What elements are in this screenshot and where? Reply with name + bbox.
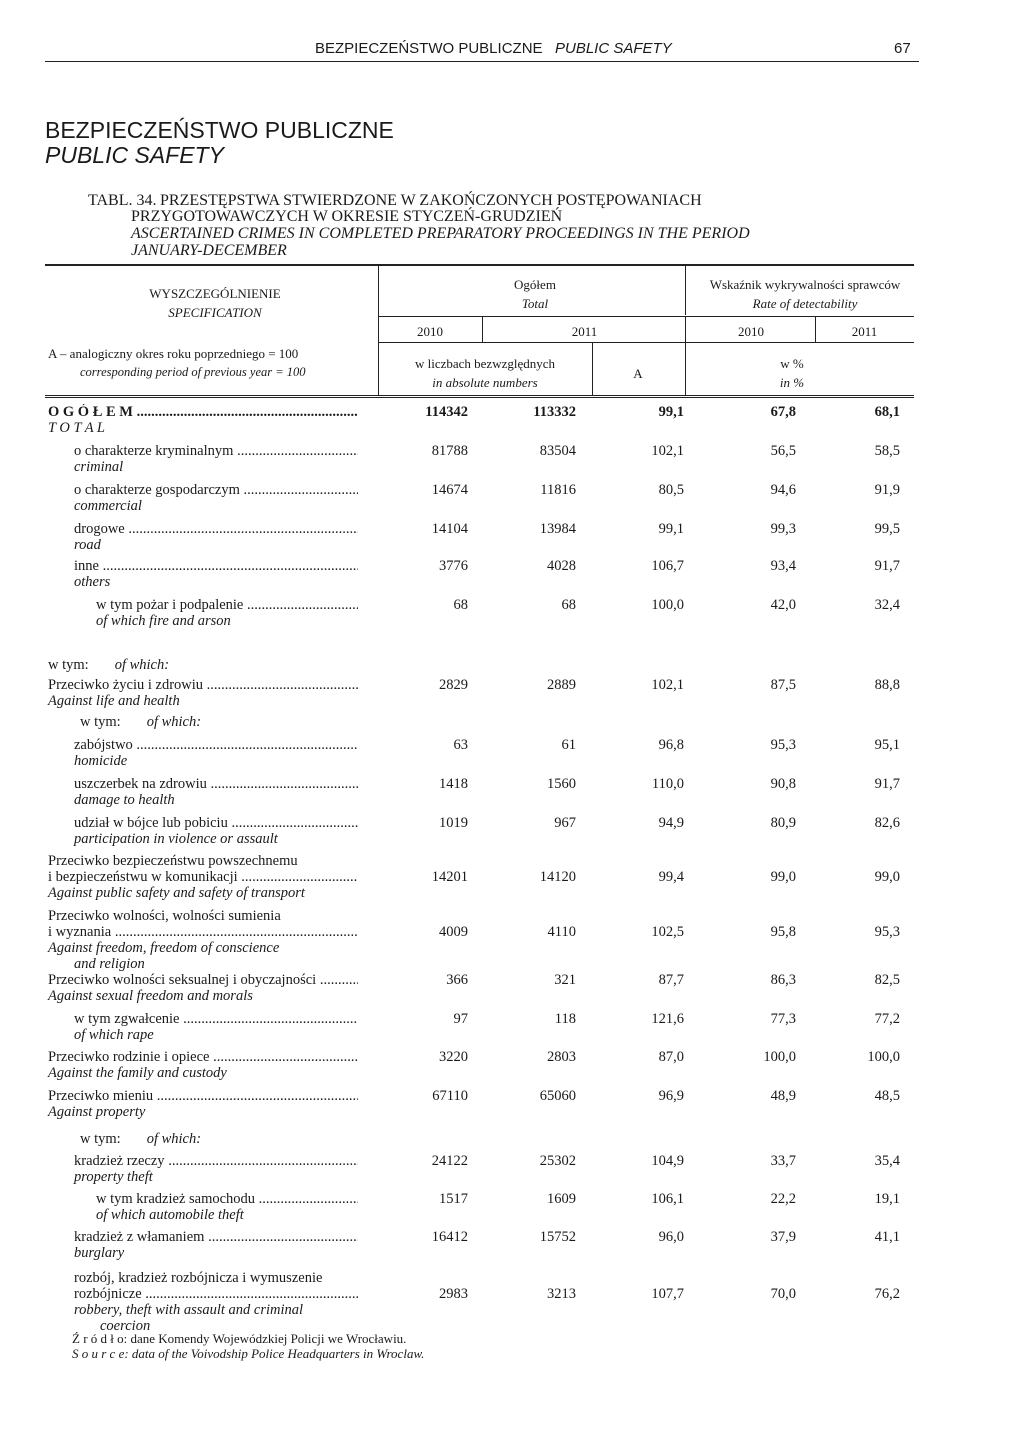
rate-header: Wskaźnik wykrywalności sprawców [709, 277, 901, 292]
cell-value: 68 [561, 597, 576, 613]
cell-value: 14104 [431, 521, 468, 537]
total-header-en: Total [521, 296, 549, 311]
cell-value: 13984 [539, 521, 576, 537]
cell-value: 2803 [547, 1049, 576, 1065]
cell-value: 56,5 [770, 443, 796, 459]
year-2010-total: 2010 [417, 324, 443, 339]
cell-value: 106,1 [651, 1191, 684, 1207]
cell-value: 110,0 [651, 776, 684, 792]
cell-value: 102,5 [651, 924, 684, 940]
abs-header-en: in absolute numbers [432, 375, 538, 390]
row-label-en: burglary [74, 1245, 125, 1261]
of-which-label-en: of which: [146, 1131, 202, 1147]
spec-header-en: SPECIFICATION [168, 305, 262, 320]
page-title: BEZPIECZEŃSTWO PUBLICZNE [45, 117, 394, 143]
cell-value: 4009 [439, 924, 468, 940]
cell-value: 3220 [439, 1049, 468, 1065]
source-en: S o u r c e: data of the Voivodship Police Headquarters in Wroclaw. [72, 1346, 425, 1361]
cell-value: 114342 [425, 404, 468, 420]
a-note-en: corresponding period of previous year = 100 [80, 365, 306, 379]
cell-value: 95,3 [770, 737, 796, 753]
row-label-en: Against public safety and safety of transport [48, 885, 305, 901]
row-label-en: participation in violence or assault [74, 831, 278, 847]
table-title-en-2: JANUARY-DECEMBER [131, 242, 287, 259]
row-label-pl: w tym zgwałcenie ..... [74, 1011, 358, 1027]
row-label-pl: Przeciwko mieniu ..... [48, 1088, 358, 1104]
cell-value: 87,5 [770, 677, 796, 693]
of-which-label-pl: w tym: [80, 1131, 121, 1147]
row-label [48, 1049, 358, 1081]
row-label-en: commercial [74, 498, 142, 514]
row-label [74, 1229, 358, 1261]
cell-value: 100,0 [867, 1049, 900, 1065]
row-label-pl: i wyznania ..... [48, 924, 358, 940]
row-label-en: T O T A L [48, 420, 105, 436]
row-label-en: robbery, theft with assault and criminal [74, 1302, 304, 1318]
cell-value: 100,0 [651, 597, 684, 613]
cell-value: 91,7 [874, 776, 900, 792]
row-label [74, 1011, 358, 1043]
cell-value: 42,0 [770, 597, 796, 613]
cell-value: 14674 [431, 482, 468, 498]
row-label [74, 482, 358, 514]
row-label-pl: Przeciwko wolności seksualnej i obyczajności ..... [48, 972, 358, 988]
cell-value: 4028 [547, 558, 576, 574]
cell-value: 1418 [439, 776, 468, 792]
cell-value: 11816 [540, 482, 576, 498]
cell-value: 15752 [539, 1229, 576, 1245]
cell-value: 32,4 [874, 597, 900, 613]
cell-value: 2829 [439, 677, 468, 693]
cell-value: 2983 [439, 1286, 468, 1302]
row-label [74, 1270, 358, 1334]
table-title-en-1: ASCERTAINED CRIMES IN COMPLETED PREPARATORY PROCEEDINGS IN THE PERIOD [131, 225, 750, 242]
cell-value: 68,1 [874, 404, 900, 420]
header-bottom-rule [45, 395, 914, 398]
row-label-pl-line1: Przeciwko bezpieczeństwu powszechnemu [48, 853, 298, 869]
row-label [48, 908, 358, 972]
cell-value: 3776 [439, 558, 468, 574]
cell-value: 19,1 [874, 1191, 900, 1207]
of-which-label-en: of which: [114, 657, 170, 673]
row-label-pl: i bezpieczeństwu w komunikacji ..... [48, 869, 358, 885]
cell-value: 91,7 [874, 558, 900, 574]
row-label-en-line2: and religion [74, 956, 145, 972]
row-label [96, 1191, 358, 1223]
cell-value: 93,4 [770, 558, 796, 574]
row-label-pl: w tym pożar i podpalenie ..... [96, 597, 358, 613]
cell-value: 366 [446, 972, 468, 988]
row-label [48, 1088, 358, 1120]
row-label-en: homicide [74, 753, 128, 769]
row-label-en-line2: coercion [100, 1318, 151, 1334]
header-divider-years-2 [685, 316, 686, 342]
of-which-label-pl: w tym: [80, 714, 121, 730]
cell-value: 1517 [439, 1191, 468, 1207]
running-header-left: BEZPIECZEŃSTWO PUBLICZNE [315, 40, 543, 57]
cell-value: 99,0 [874, 869, 900, 885]
cell-value: 77,3 [770, 1011, 796, 1027]
of-which-marker-3 [80, 1131, 201, 1148]
a-header: A [633, 366, 643, 381]
row-label-pl: inne ..... [74, 558, 358, 574]
cell-value: 87,0 [658, 1049, 684, 1065]
row-label-en: others [74, 574, 111, 590]
row-label-en: road [74, 537, 101, 553]
cell-value: 99,1 [658, 404, 684, 420]
cell-value: 100,0 [763, 1049, 796, 1065]
row-label-pl: w tym kradzież samochodu ..... [96, 1191, 358, 1207]
cell-value: 82,6 [874, 815, 900, 831]
cell-value: 14201 [431, 869, 468, 885]
header-divider-total-rate [685, 265, 686, 315]
cell-value: 967 [554, 815, 576, 831]
cell-value: 95,8 [770, 924, 796, 940]
cell-value: 99,5 [874, 521, 900, 537]
year-2010-rate: 2010 [738, 324, 764, 339]
source-note [72, 1331, 424, 1361]
cell-value: 2889 [547, 677, 576, 693]
row-label-pl: o charakterze gospodarczym ..... [74, 482, 358, 498]
rate-header-en: Rate of detectability [752, 296, 858, 311]
cell-value: 90,8 [770, 776, 796, 792]
cell-value: 25302 [539, 1153, 576, 1169]
cell-value: 99,0 [770, 869, 796, 885]
row-label-pl: Przeciwko rodzinie i opiece ..... [48, 1049, 358, 1065]
cell-value: 99,1 [658, 521, 684, 537]
of-which-marker-1 [48, 657, 169, 674]
row-label [74, 815, 358, 847]
cell-value: 96,9 [658, 1088, 684, 1104]
header-divider-a-right [685, 342, 686, 395]
row-label [74, 443, 358, 475]
cell-value: 82,5 [874, 972, 900, 988]
cell-value: 16412 [431, 1229, 468, 1245]
running-header-center: PUBLIC SAFETY [555, 40, 672, 57]
row-label [48, 853, 358, 901]
row-label-pl: zabójstwo ..... [74, 737, 358, 753]
cell-value: 33,7 [770, 1153, 796, 1169]
pct-header: w % [780, 356, 804, 371]
cell-value: 95,1 [874, 737, 900, 753]
cell-value: 76,2 [874, 1286, 900, 1302]
row-label [74, 1153, 358, 1185]
row-label-pl: O G Ó Ł E M ..... [48, 404, 358, 420]
row-label-en: of which rape [74, 1027, 154, 1043]
row-label-pl: kradzież rzeczy ..... [74, 1153, 358, 1169]
year-2011-rate: 2011 [851, 324, 878, 339]
cell-value: 70,0 [770, 1286, 796, 1302]
cell-value: 24122 [431, 1153, 468, 1169]
cell-value: 91,9 [874, 482, 900, 498]
cell-value: 106,7 [651, 558, 684, 574]
row-label [96, 597, 358, 629]
a-note: A – analogiczny okres roku poprzedniego = 100 [48, 346, 299, 361]
row-label [48, 404, 358, 436]
row-label [74, 558, 358, 590]
spec-header: WYSZCZEGÓLNIENIE [149, 286, 281, 301]
cell-value: 67110 [432, 1088, 468, 1104]
cell-value: 118 [554, 1011, 576, 1027]
row-label-pl: uszczerbek na zdrowiu ..... [74, 776, 358, 792]
row-label-pl: Przeciwko życiu i zdrowiu ..... [48, 677, 358, 693]
pct-header-en: in % [779, 375, 805, 390]
cell-value: 94,9 [658, 815, 684, 831]
cell-value: 102,1 [651, 443, 684, 459]
row-label-pl: kradzież z włamaniem ..... [74, 1229, 358, 1245]
row-label-pl: o charakterze kryminalnym ..... [74, 443, 358, 459]
cell-value: 104,9 [651, 1153, 684, 1169]
cell-value: 48,5 [874, 1088, 900, 1104]
row-label [48, 677, 358, 709]
row-label-en: Against sexual freedom and morals [48, 988, 253, 1004]
header-year-rule [378, 316, 914, 317]
cell-value: 1609 [547, 1191, 576, 1207]
row-label-en: Against freedom, freedom of conscience [48, 940, 280, 956]
of-which-marker-2 [80, 714, 201, 731]
cell-value: 99,3 [770, 521, 796, 537]
abs-header: w liczbach bezwzględnych [414, 356, 556, 371]
page-title-en: PUBLIC SAFETY [45, 142, 224, 168]
cell-value: 68 [453, 597, 468, 613]
cell-value: 97 [453, 1011, 468, 1027]
row-label-en: Against property [48, 1104, 146, 1120]
cell-value: 14120 [539, 869, 576, 885]
page-number: 67 [894, 40, 911, 57]
total-header: Ogółem [514, 277, 556, 292]
row-label-pl: udział w bójce lub pobiciu ..... [74, 815, 358, 831]
cell-value: 121,6 [651, 1011, 684, 1027]
cell-value: 3213 [547, 1286, 576, 1302]
cell-value: 48,9 [770, 1088, 796, 1104]
table-top-rule [45, 264, 914, 266]
cell-value: 4110 [547, 924, 576, 940]
cell-value: 67,8 [770, 404, 796, 420]
row-label-en: Against life and health [48, 693, 180, 709]
cell-value: 80,5 [658, 482, 684, 498]
row-label-en: damage to health [74, 792, 175, 808]
row-label-pl-line1: Przeciwko wolności, wolności sumienia [48, 908, 281, 924]
cell-value: 35,4 [874, 1153, 900, 1169]
table-title-pl-1: PRZESTĘPSTWA STWIERDZONE W ZAKOŃCZONYCH POSTĘPOWANIACH [160, 192, 702, 209]
cell-value: 95,3 [874, 924, 900, 940]
cell-value: 77,2 [874, 1011, 900, 1027]
cell-value: 88,8 [874, 677, 900, 693]
row-label [74, 521, 358, 553]
of-which-label-pl: w tym: [48, 657, 89, 673]
header-divider [378, 265, 379, 395]
cell-value: 41,1 [874, 1229, 900, 1245]
row-label-en: Against the family and custody [48, 1065, 227, 1081]
table-number: TABL. 34. [88, 192, 157, 209]
cell-value: 63 [453, 737, 468, 753]
row-label-pl-line1: rozbój, kradzież rozbójnicza i wymuszenie [74, 1270, 323, 1286]
row-label-pl: drogowe ..... [74, 521, 358, 537]
cell-value: 86,3 [770, 972, 796, 988]
cell-value: 65060 [539, 1088, 576, 1104]
cell-value: 321 [554, 972, 576, 988]
cell-value: 96,0 [658, 1229, 684, 1245]
source-pl: Ź r ó d ł o: dane Komendy Wojewódzkiej Policji we Wrocławiu. [72, 1331, 407, 1346]
cell-value: 107,7 [651, 1286, 684, 1302]
row-label [74, 776, 358, 808]
row-label-en: property theft [74, 1169, 153, 1185]
cell-value: 83504 [539, 443, 576, 459]
row-label-en: criminal [74, 459, 124, 475]
cell-value: 58,5 [874, 443, 900, 459]
cell-value: 61 [561, 737, 576, 753]
cell-value: 113332 [533, 404, 576, 420]
cell-value: 81788 [431, 443, 468, 459]
of-which-label-en: of which: [146, 714, 202, 730]
cell-value: 94,6 [770, 482, 796, 498]
row-label [48, 972, 358, 1004]
row-label-pl: rozbójnicze ..... [74, 1286, 358, 1302]
cell-value: 37,9 [770, 1229, 796, 1245]
cell-value: 80,9 [770, 815, 796, 831]
year-2011-total: 2011 [571, 324, 598, 339]
cell-value: 99,4 [658, 869, 684, 885]
cell-value: 1560 [547, 776, 576, 792]
cell-value: 96,8 [658, 737, 684, 753]
row-label-en: of which automobile theft [96, 1207, 244, 1223]
header-rule [45, 61, 919, 62]
table-title-pl-2: PRZYGOTOWAWCZYCH W OKRESIE STYCZEŃ-GRUDZIEŃ [131, 208, 563, 225]
cell-value: 1019 [439, 815, 468, 831]
cell-value: 102,1 [651, 677, 684, 693]
header-unit-rule [378, 342, 914, 343]
row-label-en: of which fire and arson [96, 613, 231, 629]
cell-value: 87,7 [658, 972, 684, 988]
row-label [74, 737, 358, 769]
cell-value: 22,2 [770, 1191, 796, 1207]
